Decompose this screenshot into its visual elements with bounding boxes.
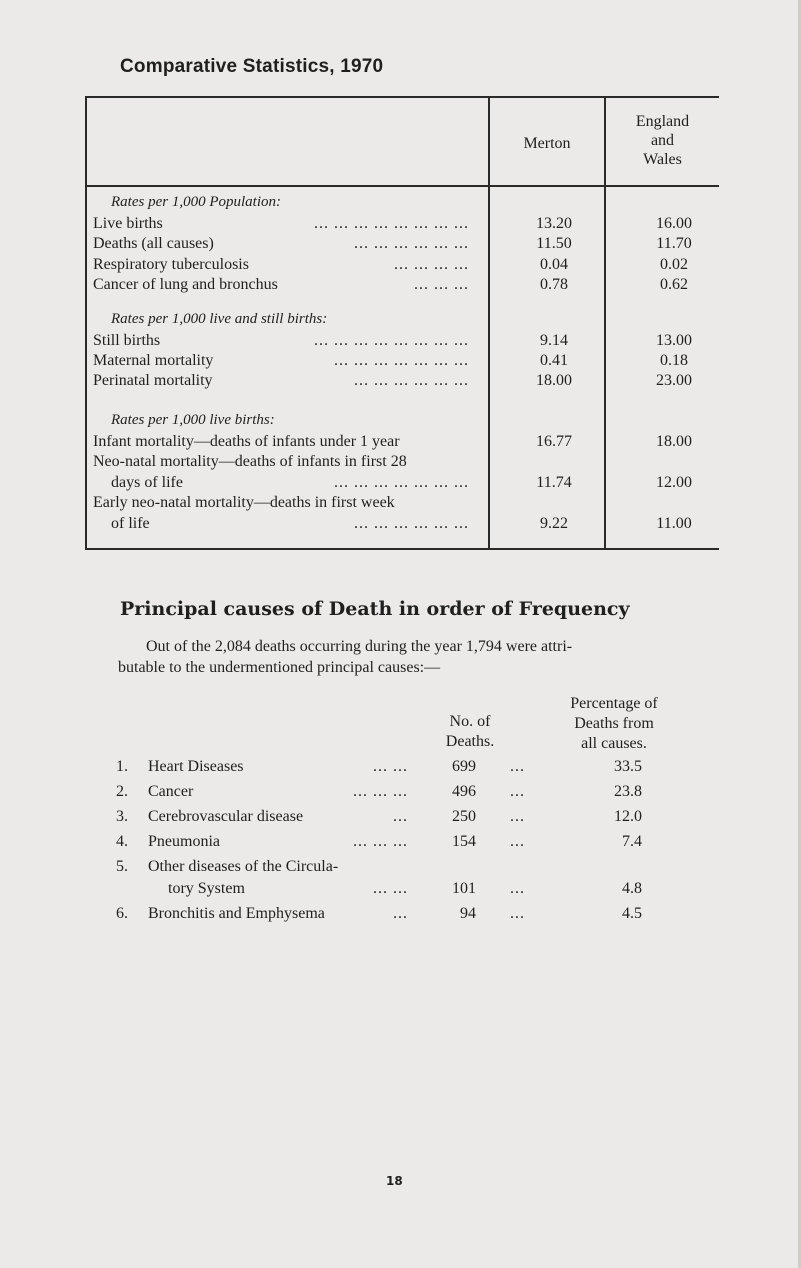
leader-dots: ... ... ... <box>353 783 408 800</box>
leader-dots: ... ... ... ... ... ... ... ... <box>314 332 469 349</box>
table-row <box>93 492 721 513</box>
column-header-percentage: Percentage of Deaths from all causes. <box>570 695 658 752</box>
leader-dots: ... ... <box>373 880 408 897</box>
percentage-value: 23.8 <box>614 783 642 800</box>
leader-dots: ... <box>510 758 525 775</box>
england-wales-value: 11.70 <box>656 235 692 252</box>
table-header-rule <box>85 185 719 187</box>
row-label: Perinatal mortality <box>93 372 213 389</box>
table-bottom-rule <box>85 548 719 550</box>
leader-dots: ... ... ... ... ... ... ... <box>334 474 469 491</box>
cause-row <box>116 806 676 828</box>
row-label: Live births <box>93 215 163 232</box>
row-label: Maternal mortality <box>93 352 214 369</box>
deaths-count: 101 <box>452 880 476 897</box>
section-title: Principal causes of Death in order of Frequency <box>120 598 630 620</box>
england-wales-value: 12.00 <box>656 474 692 491</box>
deaths-count: 699 <box>452 758 476 775</box>
deaths-count: 496 <box>452 783 476 800</box>
table-top-rule <box>85 96 719 98</box>
leader-dots: ... <box>510 833 525 850</box>
cause-name: Cancer <box>148 783 194 800</box>
merton-value: 9.22 <box>540 515 568 532</box>
row-values <box>93 350 721 371</box>
merton-value: 9.14 <box>540 332 568 349</box>
intro-line-2: butable to the undermentioned principal causes:— <box>118 659 441 676</box>
row-values <box>93 233 721 254</box>
leader-dots: ... <box>393 808 408 825</box>
row-values <box>93 254 721 275</box>
row-values <box>93 274 721 295</box>
row-label: Still births <box>93 332 161 349</box>
merton-value: 0.41 <box>540 352 568 369</box>
row-label: Respiratory tuberculosis <box>93 256 249 273</box>
row-label: Neo-natal mortality—deaths of infants in first 28 <box>93 453 407 470</box>
leader-dots: ... ... ... ... ... ... <box>354 515 469 532</box>
page-number: 18 <box>386 1174 403 1188</box>
cause-row <box>116 856 676 878</box>
section-heading <box>93 309 721 330</box>
intro-line-1: Out of the 2,084 deaths occurring during the year 1,794 were attri- <box>146 638 573 655</box>
cause-number: 3. <box>116 808 128 825</box>
cause-name: Heart Diseases <box>148 758 244 775</box>
row-values <box>93 213 721 234</box>
cause-number: 5. <box>116 858 128 875</box>
cause-row <box>116 781 676 803</box>
merton-value: 0.78 <box>540 276 568 293</box>
leader-dots: ... ... <box>373 758 408 775</box>
cause-name: Cerebrovascular disease <box>148 808 304 825</box>
cause-row <box>116 831 676 853</box>
deaths-count: 250 <box>452 808 476 825</box>
leader-dots: ... <box>510 783 525 800</box>
percentage-value: 33.5 <box>614 758 642 775</box>
england-wales-value: 0.62 <box>660 276 688 293</box>
deaths-count: 154 <box>452 833 476 850</box>
leader-dots: ... <box>510 880 525 897</box>
cause-name: Pneumonia <box>148 833 220 850</box>
merton-value: 18.00 <box>536 372 572 389</box>
merton-value: 11.74 <box>536 474 572 491</box>
table-row <box>93 451 721 472</box>
leader-dots: ... <box>510 905 525 922</box>
row-values <box>93 431 721 452</box>
row-label-continued: of life <box>111 515 150 532</box>
england-wales-value: 0.18 <box>660 352 688 369</box>
cause-row <box>116 903 676 925</box>
page-title: Comparative Statistics, 1970 <box>120 56 384 77</box>
leader-dots: ... ... ... ... ... ... <box>354 372 469 389</box>
merton-value: 16.77 <box>536 433 572 450</box>
cause-number: 2. <box>116 783 128 800</box>
row-label: Deaths (all causes) <box>93 235 214 252</box>
england-wales-value: 13.00 <box>656 332 692 349</box>
comparative-statistics-table <box>85 96 719 550</box>
merton-value: 0.04 <box>540 256 568 273</box>
section-heading <box>93 192 721 213</box>
percentage-value: 12.0 <box>614 808 642 825</box>
england-wales-value: 11.00 <box>656 515 692 532</box>
cause-name: Other diseases of the Circula- <box>148 858 339 875</box>
row-label-continued: days of life <box>111 474 183 491</box>
cause-number: 1. <box>116 758 128 775</box>
section-heading-text: Rates per 1,000 live and still births: <box>111 311 328 327</box>
column-header-merton: Merton <box>523 135 571 152</box>
cause-number: 4. <box>116 833 128 850</box>
column-header-england-wales: England and Wales <box>635 113 690 168</box>
row-label: Infant mortality—deaths of infants under 1 year <box>93 433 400 450</box>
row-label: Cancer of lung and bronchus <box>93 276 278 293</box>
merton-value: 13.20 <box>536 215 572 232</box>
england-wales-value: 18.00 <box>656 433 692 450</box>
cause-number: 6. <box>116 905 128 922</box>
section-heading-text: Rates per 1,000 Population: <box>111 194 281 210</box>
percentage-value: 4.5 <box>622 905 642 922</box>
percentage-value: 7.4 <box>622 833 642 850</box>
cause-row <box>116 756 676 778</box>
deaths-count: 94 <box>460 905 476 922</box>
section-heading-text: Rates per 1,000 live births: <box>111 412 275 428</box>
leader-dots: ... ... ... ... ... ... <box>354 235 469 252</box>
leader-dots: ... ... ... ... ... ... ... ... <box>314 215 469 232</box>
leader-dots: ... ... ... ... ... ... ... <box>334 352 469 369</box>
merton-value: 11.50 <box>536 235 572 252</box>
cause-row-continued <box>116 878 676 900</box>
england-wales-value: 16.00 <box>656 215 692 232</box>
leader-dots: ... <box>510 808 525 825</box>
england-wales-value: 23.00 <box>656 372 692 389</box>
column-header-deaths: No. of Deaths. <box>445 713 495 750</box>
england-wales-value: 0.02 <box>660 256 688 273</box>
row-values <box>93 330 721 351</box>
section-heading <box>93 410 721 431</box>
percentage-value: 4.8 <box>622 880 642 897</box>
leader-dots: ... ... ... <box>353 833 408 850</box>
row-values <box>93 472 721 493</box>
table-left-rule <box>85 96 87 550</box>
leader-dots: ... <box>393 905 408 922</box>
cause-name-continued: tory System <box>168 880 245 897</box>
intro-paragraph <box>118 636 688 678</box>
leader-dots: ... ... ... <box>414 276 469 293</box>
row-values <box>93 513 721 534</box>
leader-dots: ... ... ... ... <box>394 256 469 273</box>
row-values <box>93 370 721 391</box>
row-label: Early neo-natal mortality—deaths in first week <box>93 494 395 511</box>
cause-name: Bronchitis and Emphysema <box>148 905 325 922</box>
